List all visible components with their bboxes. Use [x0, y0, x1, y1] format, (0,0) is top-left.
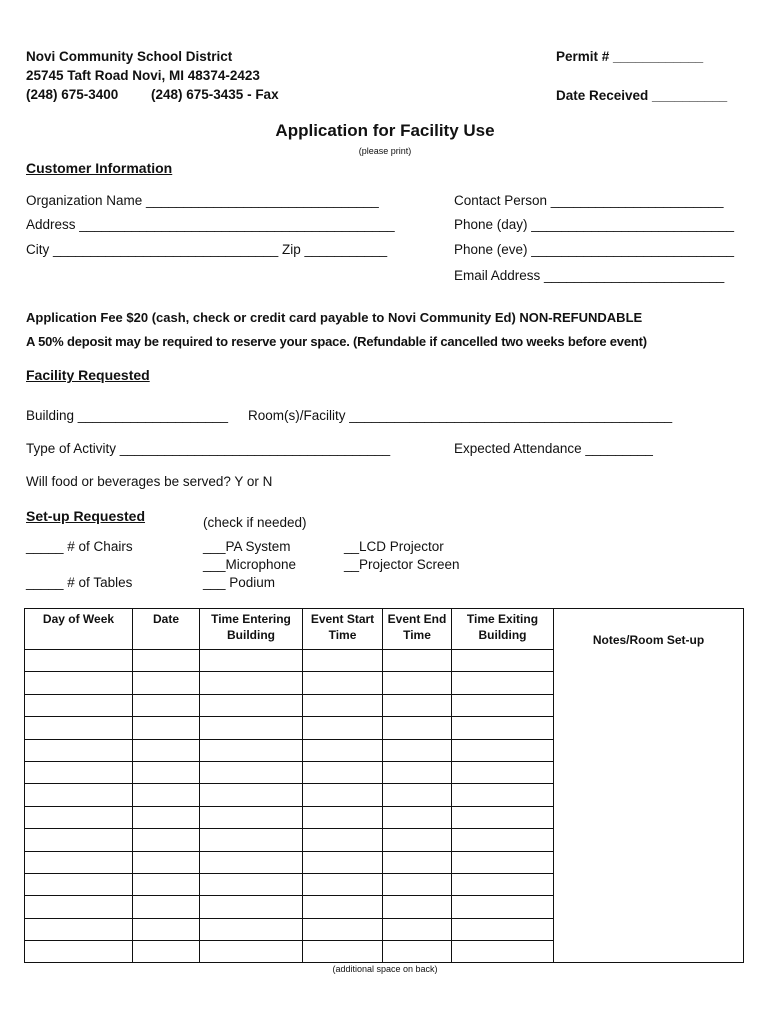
- schedule-cell[interactable]: [25, 761, 133, 783]
- schedule-cell[interactable]: [303, 717, 383, 739]
- schedule-cell[interactable]: [303, 851, 383, 873]
- email-field[interactable]: Email Address ________________________: [454, 268, 725, 283]
- schedule-cell[interactable]: [452, 739, 554, 761]
- schedule-cell[interactable]: [383, 896, 452, 918]
- schedule-cell[interactable]: [303, 672, 383, 694]
- schedule-cell[interactable]: [25, 851, 133, 873]
- schedule-cell[interactable]: [133, 873, 200, 895]
- page-title: Application for Facility Use: [275, 121, 495, 140]
- podium-option[interactable]: ___ Podium: [203, 575, 276, 590]
- schedule-cell[interactable]: [383, 650, 452, 672]
- schedule-cell[interactable]: [303, 896, 383, 918]
- permit-field[interactable]: Permit # ____________: [556, 49, 704, 64]
- schedule-cell[interactable]: [303, 918, 383, 940]
- schedule-cell[interactable]: [133, 717, 200, 739]
- contact-person-field[interactable]: Contact Person _______________________: [454, 193, 724, 208]
- schedule-cell[interactable]: [303, 739, 383, 761]
- food-beverage-question[interactable]: Will food or beverages be served? Y or N: [26, 474, 273, 489]
- activity-type-field[interactable]: Type of Activity ____________________________________: [26, 441, 391, 456]
- schedule-cell[interactable]: [303, 784, 383, 806]
- schedule-cell[interactable]: [200, 918, 303, 940]
- schedule-cell[interactable]: [133, 650, 200, 672]
- schedule-cell[interactable]: [303, 873, 383, 895]
- pa-system-option[interactable]: ___PA System: [203, 539, 291, 554]
- schedule-cell[interactable]: [383, 873, 452, 895]
- schedule-cell[interactable]: [133, 739, 200, 761]
- schedule-cell[interactable]: [25, 650, 133, 672]
- col-event-end: Event End Time: [383, 609, 452, 650]
- schedule-cell[interactable]: [25, 829, 133, 851]
- schedule-cell[interactable]: [383, 941, 452, 963]
- customer-info-heading: Customer Information: [26, 160, 173, 176]
- schedule-cell[interactable]: [25, 717, 133, 739]
- application-fee-note: Application Fee $20 (cash, check or credit card payable to Novi Community Ed) NON-REFUNDABLE: [26, 310, 643, 325]
- room-facility-field[interactable]: Room(s)/Facility ___________________________________________: [248, 408, 673, 423]
- tables-field[interactable]: _____ # of Tables: [26, 575, 133, 590]
- schedule-cell[interactable]: [200, 873, 303, 895]
- schedule-cell[interactable]: [200, 829, 303, 851]
- schedule-cell[interactable]: [200, 851, 303, 873]
- date-received-field[interactable]: Date Received __________: [556, 88, 728, 103]
- schedule-cell[interactable]: [133, 918, 200, 940]
- schedule-cell[interactable]: [200, 672, 303, 694]
- schedule-cell[interactable]: [303, 806, 383, 828]
- phone-day-field[interactable]: Phone (day) ___________________________: [454, 217, 735, 232]
- schedule-cell[interactable]: [200, 761, 303, 783]
- schedule-cell[interactable]: [25, 672, 133, 694]
- phone-eve-field[interactable]: Phone (eve) ___________________________: [454, 242, 735, 257]
- schedule-cell[interactable]: [452, 717, 554, 739]
- schedule-cell[interactable]: [200, 650, 303, 672]
- schedule-cell[interactable]: [25, 806, 133, 828]
- schedule-cell[interactable]: [383, 829, 452, 851]
- schedule-cell[interactable]: [133, 851, 200, 873]
- schedule-cell[interactable]: [25, 918, 133, 940]
- address-field[interactable]: Address __________________________________________: [26, 217, 395, 232]
- schedule-cell[interactable]: [452, 672, 554, 694]
- setup-requested-heading: Set-up Requested: [26, 508, 146, 524]
- schedule-cell[interactable]: [383, 918, 452, 940]
- schedule-cell[interactable]: [133, 694, 200, 716]
- city-zip-field[interactable]: City ______________________________ Zip ___________: [26, 242, 388, 257]
- schedule-cell[interactable]: [303, 941, 383, 963]
- schedule-cell[interactable]: [452, 694, 554, 716]
- organization-name-field[interactable]: Organization Name _______________________________: [26, 193, 379, 208]
- schedule-cell[interactable]: [383, 672, 452, 694]
- schedule-cell[interactable]: [452, 896, 554, 918]
- schedule-cell[interactable]: [133, 806, 200, 828]
- schedule-cell[interactable]: [452, 761, 554, 783]
- schedule-cell[interactable]: [200, 694, 303, 716]
- schedule-cell[interactable]: [383, 851, 452, 873]
- schedule-cell[interactable]: [200, 717, 303, 739]
- col-date: Date: [133, 609, 200, 650]
- col-time-exiting: Time Exiting Building: [452, 609, 554, 650]
- additional-space-note: (additional space on back): [332, 964, 438, 974]
- schedule-cell[interactable]: [452, 650, 554, 672]
- district-fax: (248) 675-3435 - Fax: [151, 87, 279, 102]
- schedule-cell[interactable]: [452, 918, 554, 940]
- schedule-cell[interactable]: [25, 739, 133, 761]
- schedule-cell[interactable]: [200, 739, 303, 761]
- col-event-start: Event Start Time: [303, 609, 383, 650]
- schedule-cell[interactable]: [25, 784, 133, 806]
- schedule-cell[interactable]: [133, 941, 200, 963]
- schedule-cell[interactable]: [200, 896, 303, 918]
- schedule-table: [24, 608, 744, 963]
- schedule-cell[interactable]: [303, 829, 383, 851]
- deposit-note: A 50% deposit may be required to reserve your space. (Refundable if cancelled two weeks before event): [26, 334, 647, 349]
- schedule-cell[interactable]: [452, 806, 554, 828]
- expected-attendance-field[interactable]: Expected Attendance _________: [454, 441, 653, 456]
- schedule-cell[interactable]: [383, 784, 452, 806]
- col-time-entering: Time Entering Building: [200, 609, 303, 650]
- schedule-cell[interactable]: [133, 829, 200, 851]
- schedule-cell[interactable]: [25, 941, 133, 963]
- col-day-of-week: Day of Week: [25, 609, 133, 650]
- schedule-cell[interactable]: [383, 806, 452, 828]
- schedule-cell[interactable]: [383, 739, 452, 761]
- schedule-header-row: [25, 609, 744, 650]
- schedule-cell[interactable]: [200, 941, 303, 963]
- schedule-cell[interactable]: [25, 694, 133, 716]
- microphone-option[interactable]: ___Microphone: [203, 557, 297, 572]
- schedule-cell[interactable]: [133, 761, 200, 783]
- schedule-cell[interactable]: [133, 896, 200, 918]
- schedule-cell[interactable]: [200, 784, 303, 806]
- schedule-cell[interactable]: [25, 873, 133, 895]
- schedule-cell[interactable]: [303, 761, 383, 783]
- schedule-cell[interactable]: [25, 896, 133, 918]
- district-name: Novi Community School District: [26, 49, 233, 64]
- please-print-note: (please print): [358, 146, 412, 156]
- schedule-cell[interactable]: [133, 784, 200, 806]
- schedule-cell[interactable]: [452, 784, 554, 806]
- projector-screen-option[interactable]: __Projector Screen: [344, 557, 460, 572]
- notes-room-setup-cell[interactable]: [554, 609, 744, 963]
- schedule-cell[interactable]: [200, 806, 303, 828]
- col-notes-room-setup: Notes/Room Set-up: [592, 633, 705, 647]
- schedule-cell[interactable]: [383, 694, 452, 716]
- facility-requested-heading: Facility Requested: [26, 367, 150, 383]
- schedule-cell[interactable]: [383, 717, 452, 739]
- schedule-cell[interactable]: [452, 873, 554, 895]
- building-field[interactable]: Building ____________________: [26, 408, 228, 423]
- schedule-cell[interactable]: [452, 851, 554, 873]
- check-if-needed-note: (check if needed): [203, 515, 307, 530]
- schedule-cell[interactable]: [133, 672, 200, 694]
- schedule-cell[interactable]: [452, 829, 554, 851]
- district-phone: (248) 675-3400: [26, 87, 119, 102]
- schedule-cell[interactable]: [303, 694, 383, 716]
- district-address: 25745 Taft Road Novi, MI 48374-2423: [26, 68, 260, 83]
- schedule-cell[interactable]: [383, 761, 452, 783]
- schedule-cell[interactable]: [452, 941, 554, 963]
- schedule-cell[interactable]: [303, 650, 383, 672]
- lcd-projector-option[interactable]: __LCD Projector: [344, 539, 444, 554]
- chairs-field[interactable]: _____ # of Chairs: [26, 539, 133, 554]
